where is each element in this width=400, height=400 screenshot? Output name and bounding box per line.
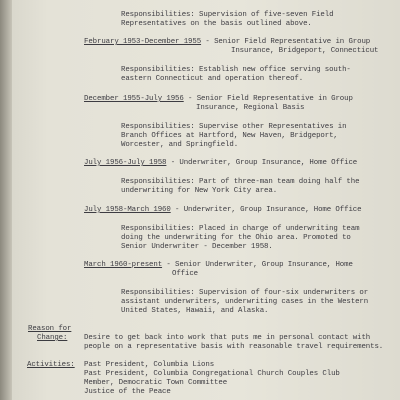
responsibilities-line: United States, Hawaii, and Alaska. bbox=[121, 307, 269, 315]
intro-responsibilities-line: Responsibilities: Supervision of five-seven Field bbox=[121, 11, 334, 19]
responsibilities-line: Worcester, and Springfield. bbox=[121, 141, 239, 149]
responsibilities-line: Senior Underwriter - December 1958. bbox=[121, 243, 273, 251]
employment-entry-heading bbox=[84, 206, 361, 215]
activity-item: Member, Democratic Town Committee bbox=[84, 379, 228, 387]
employment-entry-heading bbox=[84, 159, 357, 168]
intro-responsibilities-line: Representatives on the basis outlined above. bbox=[121, 20, 312, 28]
responsibilities-line: Responsibilities: Placed in charge of underwriting team bbox=[121, 225, 360, 233]
responsibilities-line: Responsibilities: Establish new office serving south- bbox=[121, 66, 351, 74]
employment-period: July 1958-March 1960 bbox=[84, 206, 171, 214]
responsibilities-line: eastern Connecticut and operation thereof. bbox=[121, 75, 304, 83]
reason-for-change-label: Reason for bbox=[28, 325, 72, 333]
employment-entry-heading bbox=[84, 38, 370, 47]
job-title: - Senior Field Representative in Group bbox=[183, 95, 353, 103]
employment-entry-heading bbox=[84, 261, 353, 270]
job-title-continued: Office bbox=[172, 270, 199, 278]
employment-period: July 1956-July 1958 bbox=[84, 159, 167, 167]
activity-item: Past President, Columbia Lions bbox=[84, 361, 215, 369]
responsibilities-line: Responsibilities: Part of three-man team doing half the bbox=[121, 178, 360, 186]
responsibilities-line: Branch Offices at Hartford, New Haven, Bridgeport, bbox=[121, 132, 338, 140]
reason-line: people on a representative basis with reasonable travel requirements. bbox=[84, 343, 384, 351]
reason-for-change-label: Change: bbox=[37, 334, 68, 342]
job-title-continued: Insurance, Bridgeport, Connecticut bbox=[231, 47, 379, 55]
job-title: - Senior Field Representative in Group bbox=[201, 38, 371, 46]
job-title: - Senior Underwriter, Group Insurance, Home bbox=[162, 261, 353, 269]
employment-period: February 1953-December 1955 bbox=[84, 38, 202, 46]
employment-period: December 1955-July 1956 bbox=[84, 95, 184, 103]
responsibilities-line: assistant underwriters, underwriting cases in the Western bbox=[121, 298, 369, 306]
responsibilities-line: underwriting for New York City area. bbox=[121, 187, 278, 195]
job-title-continued: Insurance, Regional Basis bbox=[196, 104, 305, 112]
job-title: - Underwriter, Group Insurance, Home Office bbox=[166, 159, 358, 167]
activities-label: Activities: bbox=[27, 361, 75, 369]
employment-period: March 1960-present bbox=[84, 261, 163, 269]
activity-item: Justice of the Peace bbox=[84, 388, 171, 396]
responsibilities-line: doing the underwriting for the Ohio area. Promoted to bbox=[121, 234, 351, 242]
employment-entry-heading bbox=[84, 95, 353, 104]
responsibilities-line: Responsibilities: Supervise other Representatives in bbox=[121, 123, 347, 131]
reason-line: Desire to get back into work that puts me in personal contact with bbox=[84, 334, 371, 342]
responsibilities-line: Responsibilities: Supervision of four-six underwriters or bbox=[121, 289, 369, 297]
activity-item: Past President, Columbia Congregational Church Couples Club bbox=[84, 370, 340, 378]
job-title: - Underwriter, Group Insurance, Home Office bbox=[170, 206, 362, 214]
